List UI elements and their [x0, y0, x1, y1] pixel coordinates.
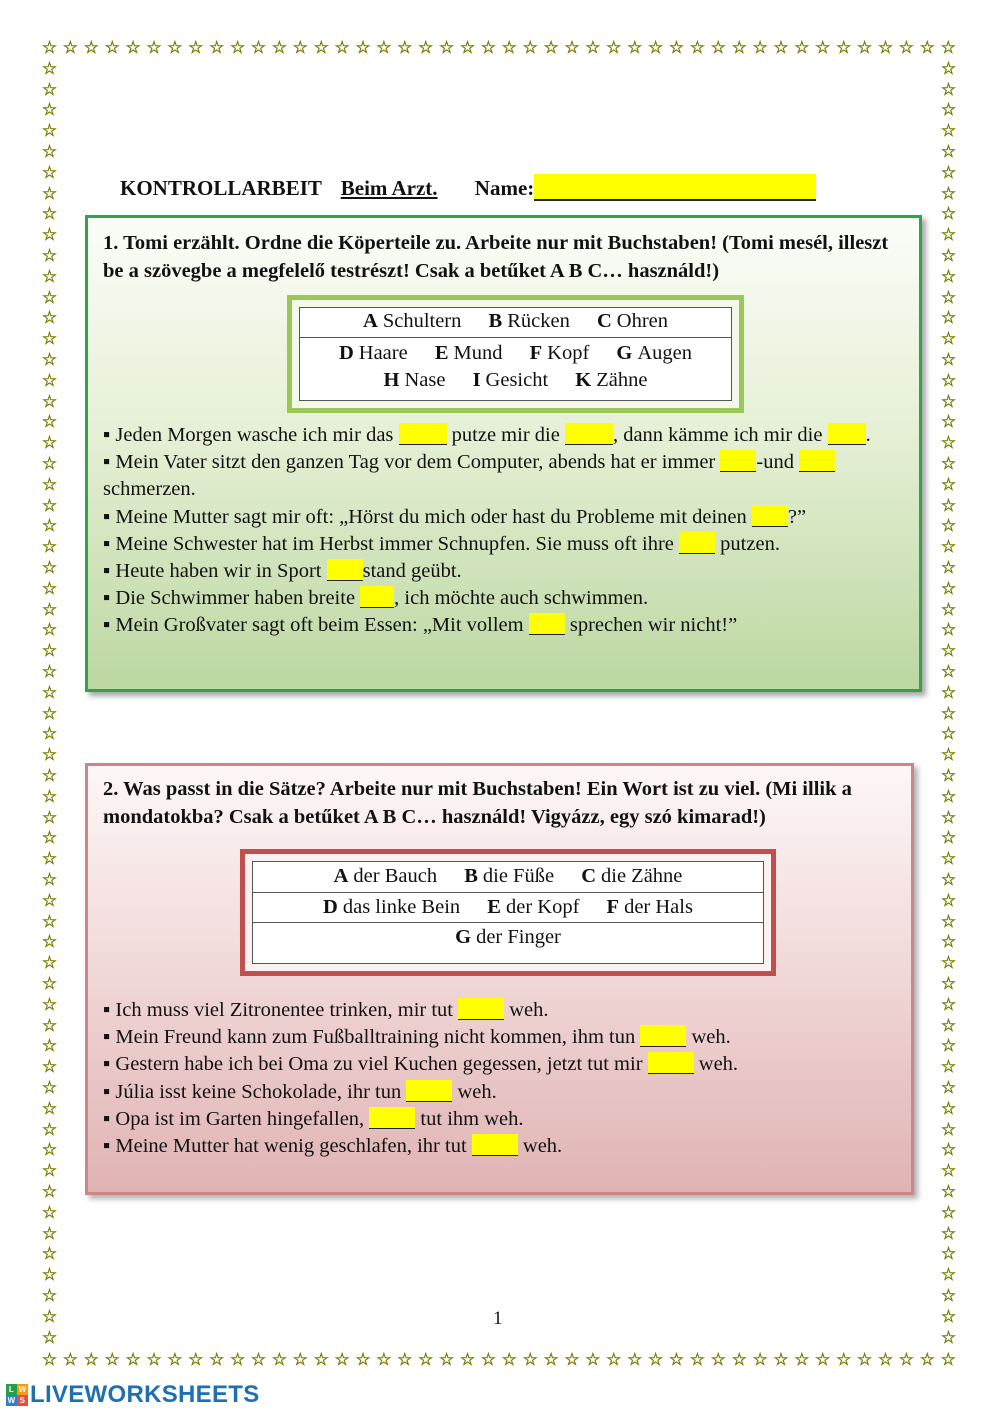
star-icon: ☆ — [940, 786, 957, 807]
task2-card — [85, 763, 914, 1195]
star-icon: ☆ — [940, 225, 957, 246]
task1-instruction: 1. Tomi erzählt. Ordne die Köperteile zu. Arbeite nur mit Buchstaben! (Tomi mesél, illeszt be a szövegbe a megfelelő testrészt! Csak a betűket A B C… használd!) — [103, 232, 889, 282]
star-icon: ☆ — [940, 370, 957, 391]
star-icon: ☆ — [940, 911, 957, 932]
word-box-row — [253, 923, 763, 953]
star-icon: ☆ — [689, 1350, 706, 1370]
star-icon: ☆ — [940, 599, 957, 620]
star-icon: ☆ — [41, 1202, 58, 1223]
star-icon: ☆ — [773, 38, 789, 58]
star-icon: ☆ — [940, 703, 957, 724]
star-icon: ☆ — [313, 1350, 329, 1370]
star-icon: ☆ — [438, 38, 455, 58]
name-label: Name: — [474, 176, 535, 200]
star-icon: ☆ — [940, 183, 957, 204]
star-icon: ☆ — [41, 911, 58, 932]
star-icon: ☆ — [41, 1327, 58, 1348]
star-icon: ☆ — [940, 142, 957, 162]
word-option: A der Bauch — [333, 865, 438, 887]
star-icon: ☆ — [41, 745, 58, 766]
star-icon: ☆ — [940, 1265, 957, 1286]
star-icon: ☆ — [41, 558, 58, 578]
answer-blank[interactable] — [799, 450, 835, 472]
star-icon: ☆ — [522, 1350, 538, 1370]
star-icon: ☆ — [940, 828, 957, 849]
sentence: ▪ Jeden Morgen wasche ich mir das putze mir die , dann kämme ich mir die . — [103, 424, 871, 446]
star-icon: ☆ — [940, 537, 957, 558]
star-icon: ☆ — [167, 1350, 183, 1370]
sentence: ▪ Heute haben wir in Sport stand geübt. — [103, 560, 462, 583]
star-icon: ☆ — [41, 1098, 58, 1119]
star-icon: ☆ — [940, 1015, 957, 1036]
star-icon: ☆ — [146, 38, 162, 58]
worksheet-topic: Beim Arzt. — [340, 176, 438, 200]
star-icon: ☆ — [710, 1350, 726, 1370]
star-icon: ☆ — [41, 682, 58, 703]
star-icon: ☆ — [41, 1244, 58, 1265]
star-icon: ☆ — [41, 1119, 58, 1140]
star-icon: ☆ — [167, 38, 183, 58]
star-icon: ☆ — [41, 266, 58, 287]
page-number: 1 — [493, 1308, 503, 1329]
star-icon: ☆ — [940, 162, 957, 183]
word-option: H Nase — [383, 369, 446, 391]
star-icon: ☆ — [877, 1350, 894, 1370]
logo-text: LIVEWORKSHEETS — [30, 1381, 260, 1408]
star-icon: ☆ — [41, 495, 58, 516]
sentence: ▪ Júlia isst keine Schokolade, ihr tun weh. — [103, 1080, 497, 1103]
star-icon: ☆ — [940, 994, 957, 1015]
star-icon: ☆ — [940, 578, 957, 599]
worksheet-header — [120, 174, 816, 201]
star-icon: ☆ — [438, 1350, 455, 1370]
star-icon: ☆ — [647, 1350, 664, 1370]
star-icon: ☆ — [940, 1098, 957, 1119]
star-icon: ☆ — [564, 1350, 580, 1370]
star-icon: ☆ — [940, 58, 957, 79]
star-icon: ☆ — [250, 38, 267, 58]
star-icon: ☆ — [41, 246, 58, 266]
star-icon: ☆ — [41, 641, 58, 662]
sentence: ▪ Die Schwimmer haben breite , ich möchte auch schwimmen. — [103, 587, 649, 610]
star-icon: ☆ — [83, 38, 99, 58]
star-icon: ☆ — [376, 38, 392, 58]
sentence: ▪ Mein Freund kann zum Fußballtraining nicht kommen, ihm tun weh. — [103, 1026, 731, 1049]
star-icon: ☆ — [940, 1119, 957, 1140]
star-icon: ☆ — [104, 38, 120, 58]
star-icon: ☆ — [41, 1350, 58, 1370]
star-icon: ☆ — [940, 329, 957, 350]
sentence: ▪ Opa ist im Garten hingefallen, tut ihm weh. — [103, 1107, 524, 1130]
star-icon: ☆ — [564, 38, 580, 58]
star-icon: ☆ — [41, 433, 58, 454]
star-icon: ☆ — [940, 870, 957, 890]
star-icon: ☆ — [459, 1350, 476, 1370]
task2-word-box — [240, 849, 776, 976]
star-icon: ☆ — [41, 1140, 58, 1161]
star-icon: ☆ — [397, 38, 413, 58]
star-icon: ☆ — [606, 1350, 622, 1370]
star-icon: ☆ — [146, 1350, 162, 1370]
star-icon: ☆ — [940, 266, 957, 287]
star-icon: ☆ — [731, 38, 747, 58]
answer-blank[interactable] — [565, 423, 613, 445]
star-icon: ☆ — [41, 994, 58, 1015]
star-icon: ☆ — [229, 38, 246, 58]
star-icon: ☆ — [940, 433, 957, 454]
star-icon: ☆ — [313, 38, 329, 58]
star-icon: ☆ — [877, 38, 894, 58]
sentence: ▪ Mein Vater sitzt den ganzen Tag vor dem Computer, abends hat er immer -und schmerzen. — [103, 449, 904, 503]
star-icon: ☆ — [898, 38, 915, 58]
star-icon: ☆ — [104, 1350, 120, 1370]
star-icon: ☆ — [940, 474, 957, 495]
answer-blank[interactable] — [399, 423, 447, 445]
star-icon: ☆ — [271, 1350, 288, 1370]
star-icon: ☆ — [940, 849, 957, 870]
star-icon: ☆ — [940, 807, 957, 828]
answer-blank[interactable] — [720, 450, 756, 472]
star-icon: ☆ — [940, 1140, 957, 1161]
star-icon: ☆ — [41, 121, 58, 142]
answer-blank[interactable] — [529, 613, 565, 635]
star-icon: ☆ — [41, 1057, 58, 1078]
word-option: I Gesicht — [472, 369, 549, 391]
star-icon: ☆ — [585, 1350, 601, 1370]
star-icon: ☆ — [815, 1350, 831, 1370]
star-icon: ☆ — [41, 454, 58, 474]
star-icon: ☆ — [41, 308, 58, 329]
star-icon: ☆ — [856, 38, 873, 58]
star-icon: ☆ — [940, 932, 957, 953]
star-icon: ☆ — [940, 745, 957, 766]
answer-blank[interactable] — [648, 1052, 694, 1074]
star-icon: ☆ — [543, 38, 559, 58]
star-icon: ☆ — [940, 1327, 957, 1348]
star-icon: ☆ — [940, 1202, 957, 1223]
star-icon: ☆ — [940, 246, 957, 266]
star-icon: ☆ — [418, 1350, 434, 1370]
word-option: C Ohren — [596, 310, 668, 332]
star-icon: ☆ — [940, 121, 957, 142]
answer-blank[interactable] — [640, 1025, 686, 1047]
star-icon: ☆ — [898, 1350, 915, 1370]
star-icon: ☆ — [41, 412, 58, 433]
star-icon: ☆ — [940, 1182, 957, 1202]
star-icon: ☆ — [355, 1350, 371, 1370]
star-icon: ☆ — [606, 38, 622, 58]
word-option: B Rücken — [488, 310, 570, 332]
star-icon: ☆ — [940, 1306, 957, 1327]
star-icon: ☆ — [41, 79, 58, 100]
star-icon: ☆ — [940, 495, 957, 516]
star-icon: ☆ — [41, 849, 58, 870]
star-icon: ☆ — [41, 953, 58, 974]
star-icon: ☆ — [41, 870, 58, 890]
star-icon: ☆ — [836, 38, 852, 58]
word-option: E Mund — [434, 342, 503, 364]
star-icon: ☆ — [627, 1350, 643, 1370]
star-icon: ☆ — [125, 38, 141, 58]
star-icon: ☆ — [41, 391, 58, 412]
word-option: F Kopf — [529, 342, 590, 364]
star-icon: ☆ — [41, 537, 58, 558]
star-icon: ☆ — [62, 1350, 79, 1370]
star-icon: ☆ — [41, 100, 58, 121]
liveworksheets-logo[interactable] — [6, 1382, 260, 1408]
star-icon: ☆ — [41, 350, 58, 370]
star-icon: ☆ — [334, 1350, 350, 1370]
star-icon: ☆ — [209, 1350, 225, 1370]
word-box-row — [253, 862, 763, 893]
task2-sentences — [103, 997, 896, 1160]
star-icon: ☆ — [585, 38, 601, 58]
answer-blank[interactable] — [828, 423, 866, 445]
star-icon: ☆ — [355, 38, 371, 58]
star-icon: ☆ — [188, 38, 204, 58]
star-icon: ☆ — [940, 38, 956, 58]
answer-blank[interactable] — [327, 559, 363, 581]
word-box-row — [300, 308, 731, 338]
star-icon: ☆ — [41, 620, 58, 641]
star-icon: ☆ — [501, 38, 517, 58]
star-icon: ☆ — [250, 1350, 267, 1370]
star-icon: ☆ — [83, 1350, 99, 1370]
star-icon: ☆ — [668, 38, 685, 58]
star-icon: ☆ — [41, 599, 58, 620]
star-icon: ☆ — [940, 766, 957, 786]
star-icon: ☆ — [41, 828, 58, 849]
star-icon: ☆ — [940, 682, 957, 703]
word-box-row — [253, 893, 763, 924]
star-icon: ☆ — [292, 1350, 308, 1370]
star-icon: ☆ — [334, 38, 350, 58]
star-icon: ☆ — [668, 1350, 685, 1370]
star-icon: ☆ — [41, 974, 58, 994]
star-icon: ☆ — [376, 1350, 392, 1370]
star-icon: ☆ — [41, 204, 58, 225]
star-icon: ☆ — [940, 1036, 957, 1057]
sentence: ▪ Ich muss viel Zitronentee trinken, mir tut weh. — [103, 999, 549, 1021]
star-icon: ☆ — [647, 38, 664, 58]
star-icon: ☆ — [940, 620, 957, 641]
star-icon: ☆ — [940, 558, 957, 578]
star-icon: ☆ — [41, 786, 58, 807]
star-icon: ☆ — [940, 662, 957, 682]
star-icon: ☆ — [940, 391, 957, 412]
answer-blank[interactable] — [458, 998, 504, 1020]
sentence: ▪ Meine Mutter hat wenig geschlafen, ihr tut weh. — [103, 1135, 563, 1158]
answer-blank[interactable] — [406, 1080, 452, 1102]
star-icon: ☆ — [41, 662, 58, 682]
star-icon: ☆ — [752, 1350, 768, 1370]
word-option: C die Zähne — [581, 865, 683, 887]
task1-sentences — [103, 422, 904, 640]
star-icon: ☆ — [940, 287, 957, 308]
star-icon: ☆ — [940, 974, 957, 994]
star-icon: ☆ — [459, 38, 476, 58]
star-icon: ☆ — [41, 38, 58, 58]
word-box-row — [300, 338, 731, 367]
star-icon: ☆ — [41, 329, 58, 350]
name-input-field[interactable] — [534, 174, 816, 201]
sentence: ▪ Gestern habe ich bei Oma zu viel Kuchen gegessen, jetzt tut mir weh. — [103, 1053, 739, 1076]
star-icon: ☆ — [919, 1350, 935, 1370]
star-icon: ☆ — [41, 807, 58, 828]
star-icon: ☆ — [62, 38, 79, 58]
star-icon: ☆ — [940, 724, 957, 745]
star-icon: ☆ — [41, 1161, 58, 1182]
star-icon: ☆ — [940, 1223, 957, 1244]
task1-word-box — [287, 295, 744, 413]
word-option: G der Finger — [455, 926, 561, 948]
word-option: K Zähne — [575, 369, 648, 391]
star-icon: ☆ — [41, 578, 58, 599]
star-icon: ☆ — [752, 38, 768, 58]
word-box-row — [300, 367, 731, 394]
star-icon: ☆ — [940, 641, 957, 662]
star-icon: ☆ — [522, 38, 538, 58]
star-icon: ☆ — [41, 142, 58, 162]
star-icon: ☆ — [418, 38, 434, 58]
star-icon: ☆ — [940, 350, 957, 370]
star-icon: ☆ — [940, 1244, 957, 1265]
star-icon: ☆ — [815, 38, 831, 58]
task2-instruction: 2. Was passt in die Sätze? Arbeite nur mit Buchstaben! Ein Wort ist zu viel. (Mi illik a mondatokba? Csak a betűket A B C… használd! Vigyázz, egy szó kimarad!) — [103, 778, 852, 828]
answer-blank[interactable] — [752, 505, 788, 527]
star-icon: ☆ — [209, 38, 225, 58]
star-icon: ☆ — [41, 183, 58, 204]
star-icon: ☆ — [480, 1350, 497, 1370]
star-icon: ☆ — [940, 412, 957, 433]
answer-blank[interactable] — [369, 1107, 415, 1129]
star-icon: ☆ — [41, 1182, 58, 1202]
sentence: ▪ Meine Mutter sagt mir oft: „Hörst du mich oder hast du Probleme mit deinen ?” — [103, 505, 807, 528]
star-icon: ☆ — [41, 766, 58, 786]
star-icon: ☆ — [480, 38, 497, 58]
star-icon: ☆ — [41, 516, 58, 537]
star-icon: ☆ — [41, 1015, 58, 1036]
star-icon: ☆ — [940, 1350, 956, 1370]
star-icon: ☆ — [41, 225, 58, 246]
star-icon: ☆ — [229, 1350, 246, 1370]
word-option: E der Kopf — [487, 895, 580, 918]
star-icon: ☆ — [543, 1350, 559, 1370]
star-icon: ☆ — [856, 1350, 873, 1370]
star-icon: ☆ — [940, 890, 957, 911]
star-icon: ☆ — [41, 58, 58, 79]
star-icon: ☆ — [41, 474, 58, 495]
star-icon: ☆ — [731, 1350, 747, 1370]
answer-blank[interactable] — [679, 532, 715, 554]
star-icon: ☆ — [397, 1350, 413, 1370]
star-icon: ☆ — [940, 953, 957, 974]
star-icon: ☆ — [940, 1078, 957, 1098]
sentence: ▪ Mein Großvater sagt oft beim Essen: „Mit vollem sprechen wir nicht!” — [103, 614, 738, 637]
star-icon: ☆ — [292, 38, 308, 58]
star-icon: ☆ — [41, 1306, 58, 1327]
star-icon: ☆ — [940, 204, 957, 225]
star-icon: ☆ — [41, 370, 58, 391]
word-option: F der Hals — [606, 895, 693, 918]
star-icon: ☆ — [41, 1265, 58, 1286]
star-icon: ☆ — [940, 79, 957, 100]
star-icon: ☆ — [41, 890, 58, 911]
star-icon: ☆ — [794, 1350, 810, 1370]
star-icon: ☆ — [919, 38, 935, 58]
star-icon: ☆ — [940, 454, 957, 474]
star-icon: ☆ — [41, 703, 58, 724]
star-icon: ☆ — [689, 38, 706, 58]
star-icon: ☆ — [940, 100, 957, 121]
star-icon: ☆ — [125, 1350, 141, 1370]
word-option: D Haare — [338, 342, 408, 364]
star-icon: ☆ — [41, 162, 58, 183]
star-icon: ☆ — [271, 38, 288, 58]
word-option: G Augen — [616, 342, 693, 364]
star-icon: ☆ — [41, 1078, 58, 1098]
star-icon: ☆ — [836, 1350, 852, 1370]
answer-blank[interactable] — [472, 1134, 518, 1156]
word-option: A Schultern — [363, 310, 462, 332]
word-option: B die Füße — [464, 865, 555, 887]
star-icon: ☆ — [940, 1161, 957, 1182]
star-icon: ☆ — [41, 287, 58, 308]
star-icon: ☆ — [940, 308, 957, 329]
star-icon: ☆ — [940, 1057, 957, 1078]
star-icon: ☆ — [41, 1223, 58, 1244]
star-icon: ☆ — [773, 1350, 789, 1370]
word-option: D das linke Bein — [323, 895, 461, 918]
liveworksheets-logo-icon: L W W S — [7, 1385, 27, 1405]
star-icon: ☆ — [188, 1350, 204, 1370]
star-icon: ☆ — [710, 38, 726, 58]
star-icon: ☆ — [501, 1350, 517, 1370]
star-icon: ☆ — [627, 38, 643, 58]
star-icon: ☆ — [940, 1286, 957, 1306]
star-icon: ☆ — [41, 1036, 58, 1057]
star-icon: ☆ — [41, 932, 58, 953]
answer-blank[interactable] — [360, 586, 394, 608]
star-icon: ☆ — [41, 1286, 58, 1306]
star-icon: ☆ — [940, 516, 957, 537]
task1-card — [85, 215, 922, 692]
sentence: ▪ Meine Schwester hat im Herbst immer Schnupfen. Sie muss oft ihre putzen. — [103, 532, 780, 555]
worksheet-title: KONTROLLARBEIT — [120, 176, 322, 200]
star-icon: ☆ — [794, 38, 810, 58]
star-icon: ☆ — [41, 724, 58, 745]
